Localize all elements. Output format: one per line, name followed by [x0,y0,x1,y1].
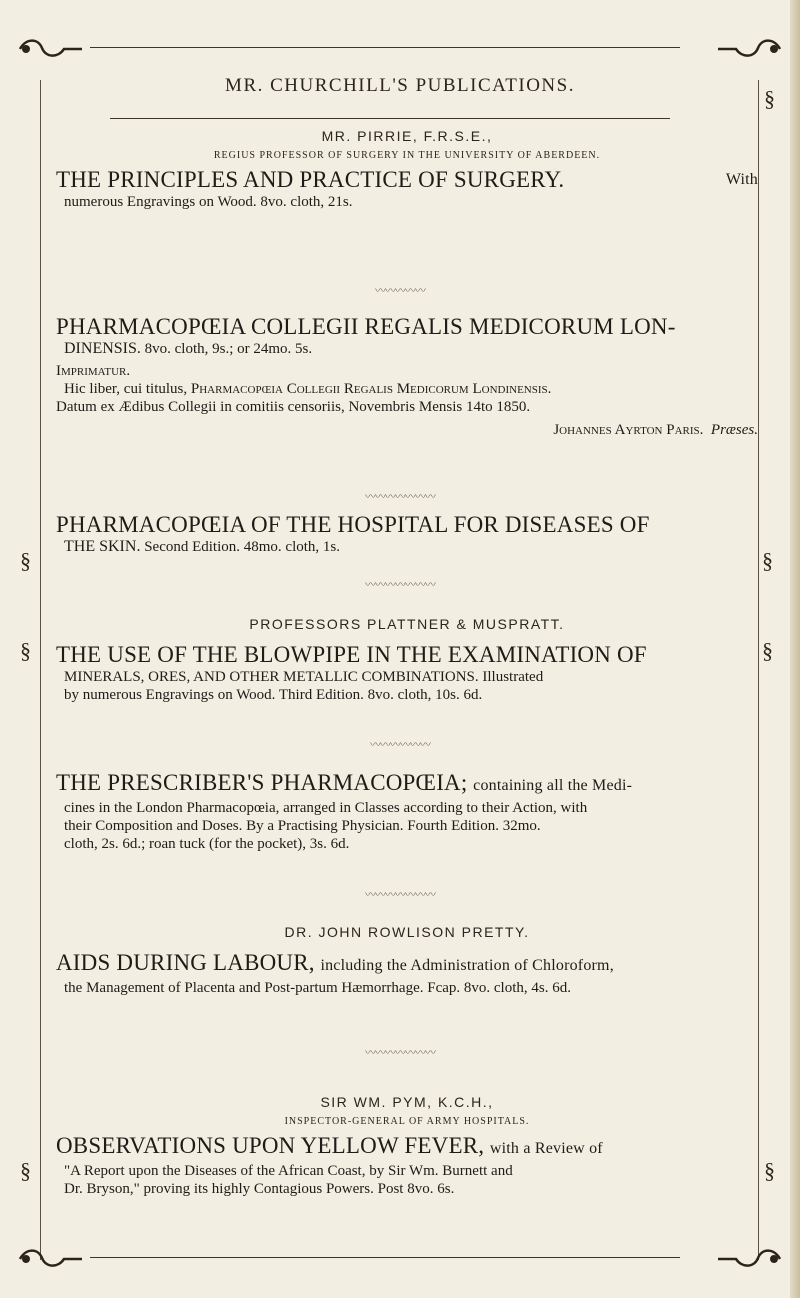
separator-wavy: 〰〰〰〰〰〰〰 [365,889,435,901]
corner-ornament-top-left-icon [16,36,86,62]
entry-description-line2: their Composition and Doses. By a Practising Physician. Fourth Edition. 32mo. [64,818,541,834]
entry-title-continuation [56,538,758,556]
imprimatur-signature [56,422,758,439]
entry-title: PHARMACOPŒIA OF THE HOSPITAL FOR DISEASES OF [56,512,650,537]
entry-pirrie [56,128,758,211]
corner-ornament-bottom-left-icon [16,1246,86,1272]
entry-description-line1: "A Report upon the Diseases of the African Coast, by Sir Wm. Burnett and [64,1163,513,1179]
entry-title: PHARMACOPŒIA COLLEGII REGALIS MEDICORUM LON- [56,314,676,339]
page-edge [790,0,800,1298]
entry-title: THE USE OF THE BLOWPIPE IN THE EXAMINATION OF [56,642,647,667]
entry-description-line1: cines in the London Pharmacopœia, arranged in Classes according to their Action, with [64,800,588,816]
entry-title-continuation [56,340,758,358]
bottom-rule [90,1257,680,1258]
signature-role: Præses. [710,422,758,438]
imprimatur-line2: Datum ex Ædibus Collegii in comitiis censoriis, Novembris Mensis 14to 1850. [56,399,531,415]
side-ornament-right-icon: § [764,86,775,111]
entry-title-tail: With [725,171,758,188]
side-ornament-right-icon: § [762,548,773,573]
entry-title-line [56,642,758,668]
side-ornament-left-icon: § [20,1158,31,1183]
entry-description-line2: by numerous Engravings on Wood. Third Edition. 8vo. cloth, 10s. 6d. [64,687,483,703]
entry-title-line [56,167,758,193]
header-rule [110,118,670,119]
entry-author: SIR WM. PYM, K.C.H., [320,1094,494,1110]
entry-title-tail: containing all the Medi- [473,777,633,794]
side-ornament-left-icon: § [20,638,31,663]
entry-author: PROFESSORS PLATTNER & MUSPRATT. [249,616,565,632]
entry-description: numerous Engravings on Wood. 8vo. cloth, 21s. [64,194,353,210]
imprimatur-line [56,380,758,398]
entry-title: AIDS DURING LABOUR, [56,950,315,975]
separator-wavy: 〰〰〰〰〰〰〰 [365,491,435,503]
imprimatur-line1-pre: Hic liber, cui titulus, [64,381,191,397]
entry-blowpipe [56,616,758,704]
imprimatur-label: Imprimatur. [56,363,131,379]
entry-aids-during-labour [56,924,758,997]
entry-prescribers-pharmacopoeia [56,770,758,853]
frame-left-line [40,80,41,1260]
entry-title-tail: with a Review of [489,1140,603,1157]
entry-title-cont: THE SKIN. [64,538,141,555]
side-ornament-right-icon: § [764,1158,775,1183]
entry-title-line [56,770,758,799]
entry-author-subtitle: REGIUS PROFESSOR OF SURGERY IN THE UNIVERSITY OF ABERDEEN. [213,150,601,161]
separator-wavy: 〰〰〰〰〰〰 [370,739,430,751]
entry-author: DR. JOHN ROWLISON PRETTY. [284,924,530,940]
entry-title: THE PRINCIPLES AND PRACTICE OF SURGERY. [56,167,565,192]
running-head: MR. CHURCHILL'S PUBLICATIONS. [225,75,575,96]
separator-wavy: 〰〰〰〰〰〰〰 [365,579,435,591]
corner-ornament-top-right-icon [714,36,784,62]
entry-title-cont: DINENSIS. [64,340,141,357]
entry-description-line1: MINERALS, ORES, AND OTHER METALLIC COMBINATIONS. Illustrated [64,669,544,685]
entry-title-cont-desc: 8vo. cloth, 9s.; or 24mo. 5s. [144,341,313,357]
entry-title-line [56,314,758,340]
entry-description: the Management of Placenta and Post-partum Hæmorrhage. Fcap. 8vo. cloth, 4s. 6d. [64,980,571,996]
entry-description-line3: cloth, 2s. 6d.; roan tuck (for the pocket), 3s. 6d. [64,836,350,852]
corner-ornament-bottom-right-icon [714,1246,784,1272]
entry-title: OBSERVATIONS UPON YELLOW FEVER, [56,1133,485,1158]
entry-pharmacopoeia-collegii [56,314,758,439]
entry-title: THE PRESCRIBER'S PHARMACOPŒIA; [56,770,468,795]
entry-title-line [56,512,758,538]
signature-name: Johannes Ayrton Paris. [553,422,704,438]
frame-right-line [758,80,759,1260]
separator-wavy: 〰〰〰〰〰 [375,285,425,297]
entry-title-line [56,1133,758,1162]
side-ornament-left-icon: § [20,548,31,573]
entry-description-line2: Dr. Bryson," proving its highly Contagious Powers. Post 8vo. 6s. [64,1181,455,1197]
entry-author-subtitle: INSPECTOR-GENERAL OF ARMY HOSPITALS. [284,1116,530,1127]
entry-pharmacopoeia-skin [56,512,758,556]
entry-author: MR. PIRRIE, F.R.S.E., [321,128,493,144]
entry-title-line [56,950,758,979]
entry-description: Second Edition. 48mo. cloth, 1s. [144,539,341,555]
entry-yellow-fever [56,1094,758,1198]
top-rule [90,47,680,48]
imprimatur-line1-title: Pharmacopœia Collegii Regalis Medicorum Londinensis. [190,381,552,397]
side-ornament-right-icon: § [762,638,773,663]
entry-title-tail: including the Administration of Chloroform, [320,957,614,974]
separator-wavy: 〰〰〰〰〰〰〰 [365,1047,435,1059]
